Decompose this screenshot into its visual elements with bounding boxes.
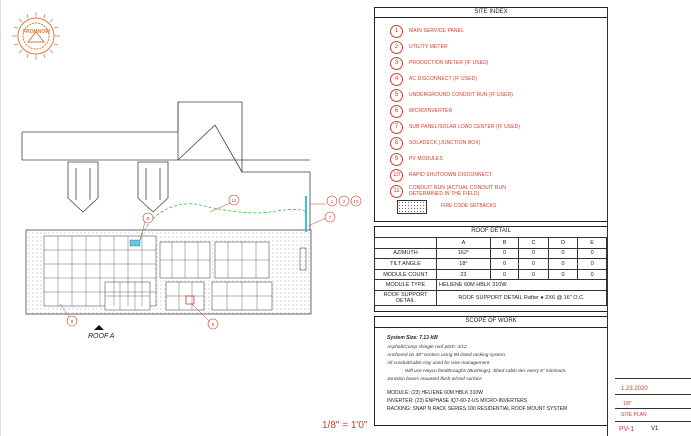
table-cell: 0: [490, 248, 518, 259]
index-number: 7: [390, 121, 403, 134]
row-label: AZIMUTH: [375, 248, 437, 259]
index-label: SUB PANEL/SOLAR LOAD CENTER (IF USED): [409, 124, 521, 130]
index-item: [390, 168, 492, 182]
fire-setback-swatch: [397, 200, 427, 214]
index-number: 2: [390, 41, 403, 54]
site-index-list: [390, 24, 602, 202]
index-number: 11: [390, 185, 403, 198]
table-cell: 0: [519, 259, 548, 270]
roof-label: ROOF A: [88, 333, 115, 340]
column-header: D: [548, 238, 577, 249]
table-row: [375, 280, 607, 291]
roof-support-value: ROOF SUPPORT DETAIL Rafter ● 2X6 @ 16" O.C.: [437, 290, 607, 305]
row-label: MODULE TYPE: [375, 280, 437, 291]
index-item: [390, 184, 529, 198]
column-header: B: [490, 238, 518, 249]
drawing-scale: 1/8" = 1'0": [322, 420, 368, 431]
index-item: [390, 56, 489, 70]
module-type-value: HELIENE 60M HBLK 310W: [437, 280, 607, 291]
table-cell: 0: [519, 248, 548, 259]
index-item: [390, 136, 480, 150]
index-label: UTILITY METER: [409, 44, 448, 50]
scale-value: 1/8": [623, 401, 632, 407]
table-cell: 0: [548, 248, 577, 259]
svg-text:7: 7: [328, 215, 332, 220]
roof-detail-panel: [374, 226, 608, 312]
fire-code-label: FIRE CODE SETBACKS: [441, 203, 497, 209]
index-label: MAIN SERVICE PANEL: [409, 28, 464, 34]
index-item: [390, 152, 443, 166]
index-item: [390, 88, 513, 102]
index-number: 5: [390, 89, 403, 102]
scope-line: All conduit/cable tray used for wire management: [387, 361, 490, 366]
scope-line: Anchored on 48" centers using IM listed racking system.: [387, 353, 507, 358]
row-label: MODULE COUNT: [375, 269, 437, 280]
table-cell: 162°: [437, 248, 491, 259]
date-value: 1.23.2020: [621, 386, 648, 392]
title-block: [607, 0, 691, 436]
table-row: [375, 248, 607, 259]
index-label: PRODUCTION METER (IF USED): [409, 60, 489, 66]
svg-text:11: 11: [231, 198, 237, 203]
scope-of-work-panel: [374, 316, 608, 426]
index-item: [390, 40, 448, 54]
index-label: PV MODULES: [409, 156, 443, 162]
index-item: [390, 104, 452, 118]
scope-line: Will use Hayco feedthroughs (Bushings), Shed cable ties every 6" minimum.: [405, 369, 567, 374]
index-item: [390, 24, 464, 38]
scope-racking: RACKING: SNAP N RACK SERIES 100 RESIDENTIAL ROOF MOUNT SYSTEM: [387, 406, 568, 412]
column-header: C: [519, 238, 548, 249]
table-row: [375, 269, 607, 280]
table-cell: 0: [490, 259, 518, 270]
row-label: TILT ANGLE: [375, 259, 437, 270]
row-label: ROOF SUPPORT DETAIL: [375, 290, 437, 305]
table-cell: 0: [548, 259, 577, 270]
table-row: [375, 290, 607, 305]
index-label: UNDERGROUND CONDUIT RUN (IF USED): [409, 92, 514, 98]
index-label: CONDUIT RUN (ACTUAL CONDUIT RUN DETERMINED IN THE FIELD): [409, 185, 506, 197]
index-number: 8: [390, 137, 403, 150]
column-header: [375, 238, 437, 249]
index-label: SOLADECK (JUNCTION BOX): [409, 140, 481, 146]
column-header: A: [437, 238, 491, 249]
sheet-name: SITE PLAN: [621, 412, 647, 418]
index-label: MICROINVERTER: [409, 108, 453, 114]
index-number: 6: [390, 105, 403, 118]
table-cell: 23: [437, 269, 491, 280]
table-header-row: [375, 238, 607, 249]
table-cell: 0: [578, 259, 607, 270]
scope-line: Asphalt/Comp shingle roof pitch: 4/12: [387, 345, 467, 350]
svg-text:2: 2: [342, 199, 346, 204]
index-number: 10: [390, 169, 403, 182]
table-cell: 0: [578, 269, 607, 280]
index-number: 3: [390, 57, 403, 70]
index-number: 4: [390, 73, 403, 86]
logo-text: FROMNOW: [23, 29, 50, 35]
table-cell: 0: [490, 269, 518, 280]
revision: V1: [651, 426, 659, 432]
table-cell: 18°: [437, 259, 491, 270]
index-label: AC DISCONNECT (IF USED): [409, 76, 478, 82]
page-label: PV-1: [619, 426, 635, 433]
index-label: RAPID SHUTDOWN DISCONNECT: [409, 172, 493, 178]
scope-module: MODULE: (23) HELIENE 60M HBLK 310W: [387, 390, 483, 396]
svg-text:1: 1: [330, 199, 334, 204]
system-size: System Size: 7.13 kW: [387, 335, 438, 341]
index-item: [390, 72, 477, 86]
table-cell: 0: [578, 248, 607, 259]
index-number: 9: [390, 153, 403, 166]
scope-inverter: INVERTER: (23) ENPHASE IQ7-60-2-US MICRO-INVERTERS: [387, 398, 528, 404]
column-header: E: [578, 238, 607, 249]
svg-text:6: 6: [211, 322, 215, 327]
index-number: 1: [390, 25, 403, 38]
roof-detail-table: [374, 237, 607, 306]
scope-title: SCOPE OF WORK: [465, 318, 517, 324]
table-cell: 0: [519, 269, 548, 280]
site-index-title: SITE INDEX: [474, 9, 508, 15]
site-index-panel: [374, 7, 608, 222]
table-row: [375, 259, 607, 270]
svg-text:8: 8: [146, 216, 150, 221]
table-cell: 0: [548, 269, 577, 280]
index-item: [390, 120, 520, 134]
scope-line: Junction boxes mounted flush w/roof surface: [387, 377, 482, 382]
svg-text:9: 9: [70, 319, 74, 324]
svg-text:10: 10: [353, 199, 359, 204]
roof-detail-title: ROOF DETAIL: [471, 228, 511, 234]
